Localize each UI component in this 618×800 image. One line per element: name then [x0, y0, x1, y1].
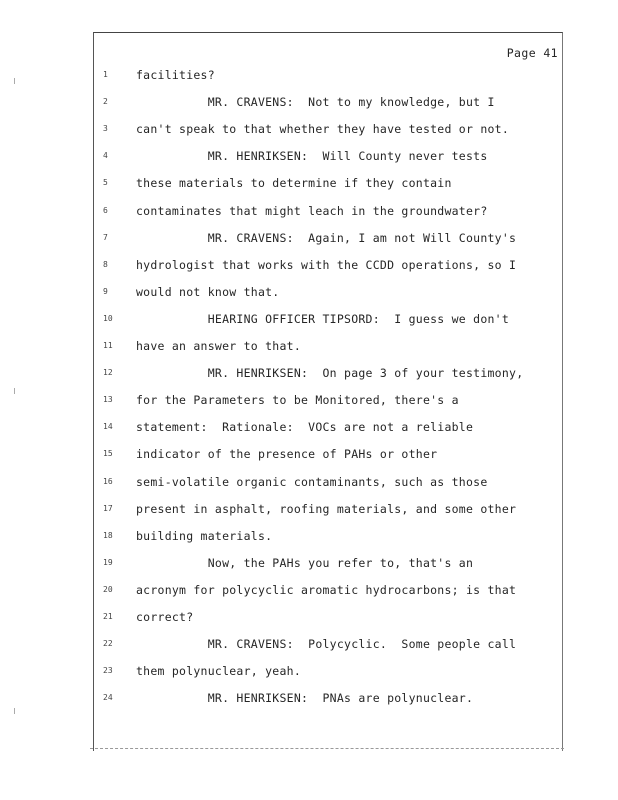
line-text: Now, the PAHs you refer to, that's an [136, 555, 474, 570]
line-text: MR. HENRIKSEN: PNAs are polynuclear. [136, 691, 474, 706]
line-text: can't speak to that whether they have tested or not. [136, 122, 510, 137]
transcript-line [94, 285, 562, 299]
transcript-line [94, 95, 562, 109]
margin-mark [14, 388, 15, 394]
line-number: 21 [103, 612, 113, 621]
transcript-line [94, 149, 562, 163]
transcript-line [94, 312, 562, 326]
line-text: have an answer to that. [136, 339, 301, 353]
line-text: MR. CRAVENS: Not to my knowledge, but I [136, 95, 495, 110]
transcript-line [94, 691, 562, 705]
transcript-line [94, 204, 562, 218]
line-number: 18 [103, 530, 113, 540]
line-number: 10 [103, 313, 113, 323]
transcript-line [94, 583, 562, 597]
line-number: 16 [103, 476, 113, 486]
line-text: acronym for polycyclic aromatic hydrocarbons; is that [136, 582, 517, 597]
transcript-line [94, 122, 562, 136]
line-number: 7 [103, 232, 108, 242]
transcript-line [94, 231, 562, 245]
line-text: statement: Rationale: VOCs are not a reliable [136, 420, 474, 435]
line-number: 11 [103, 341, 113, 350]
line-number: 23 [103, 666, 113, 676]
transcript-line [94, 610, 562, 624]
line-number: 5 [103, 178, 108, 188]
line-number: 6 [103, 205, 108, 215]
line-number: 12 [103, 368, 113, 378]
line-text: correct? [136, 610, 194, 624]
line-text: would not know that. [136, 284, 280, 299]
line-text: MR. HENRIKSEN: Will County never tests [136, 149, 488, 164]
line-number: 22 [103, 639, 113, 649]
transcript-line [94, 637, 562, 651]
line-number: 14 [103, 422, 113, 432]
transcript-line [94, 366, 562, 380]
line-text: contaminates that might leach in the groundwater? [136, 203, 488, 218]
transcript-line [94, 420, 562, 434]
line-text: semi-volatile organic contaminants, such as those [136, 474, 488, 489]
line-number: 9 [103, 286, 108, 296]
transcript-line [94, 258, 562, 272]
line-number: 4 [103, 151, 108, 161]
page-number: Page 41 [506, 46, 558, 60]
line-text: MR. CRAVENS: Again, I am not Will County's [136, 230, 517, 245]
line-text: building materials. [136, 528, 273, 543]
line-text: hydrologist that works with the CCDD operations, so I [136, 257, 517, 272]
line-number: 1 [103, 70, 108, 79]
transcript-line [94, 664, 562, 678]
line-text: them polynuclear, yeah. [136, 664, 301, 679]
line-text: facilities? [136, 68, 215, 82]
transcript-line [94, 393, 562, 407]
transcript-line [94, 339, 562, 353]
transcript-line [94, 68, 562, 82]
transcript-line [94, 447, 562, 461]
transcript-line [94, 502, 562, 516]
line-text: for the Parameters to be Monitored, there's a [136, 393, 459, 408]
transcript-line [94, 529, 562, 543]
line-text: MR. CRAVENS: Polycyclic. Some people call [136, 637, 517, 652]
line-number: 13 [103, 395, 113, 405]
line-text: MR. HENRIKSEN: On page 3 of your testimony, [136, 366, 524, 381]
transcript-line [94, 475, 562, 489]
line-number: 15 [103, 449, 113, 459]
line-number: 19 [103, 557, 113, 567]
margin-mark [14, 708, 15, 714]
transcript-page [93, 32, 563, 751]
line-text: HEARING OFFICER TIPSORD: I guess we don't [136, 311, 510, 326]
line-number: 8 [103, 259, 108, 269]
line-number: 3 [103, 124, 108, 134]
line-text: indicator of the presence of PAHs or other [136, 447, 438, 462]
transcript-line [94, 556, 562, 570]
line-number: 17 [103, 503, 113, 513]
transcript-line [94, 176, 562, 190]
margin-mark [14, 78, 15, 84]
line-text: present in asphalt, roofing materials, and some other [136, 501, 517, 516]
line-number: 2 [103, 97, 108, 107]
bottom-rule [90, 748, 564, 749]
line-number: 24 [103, 693, 113, 703]
line-number: 20 [103, 584, 113, 594]
line-text: these materials to determine if they contain [136, 176, 452, 191]
